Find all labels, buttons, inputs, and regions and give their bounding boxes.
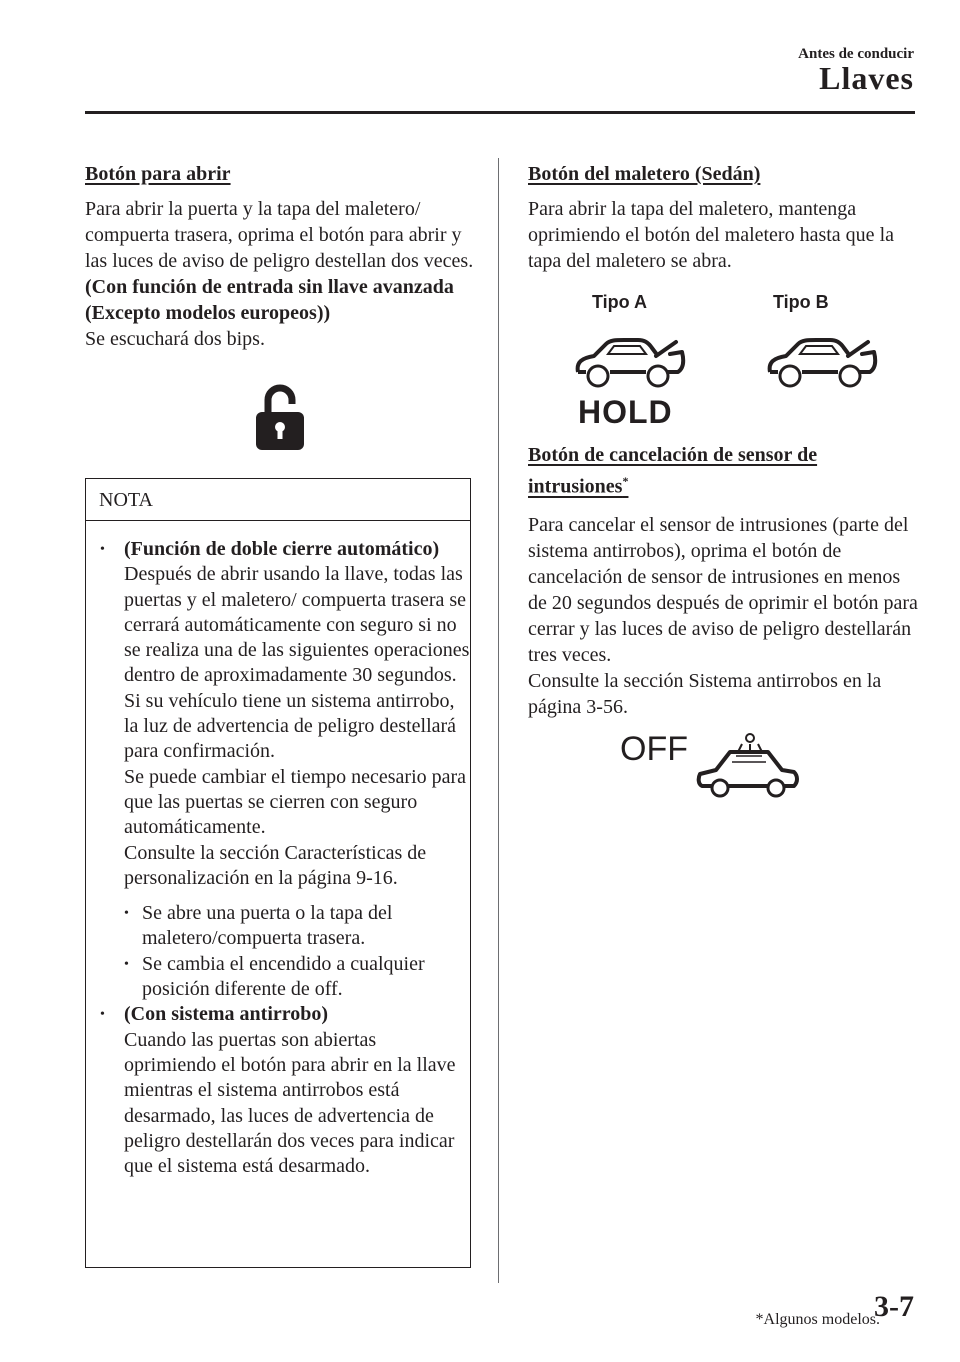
section-label: Antes de conducir (798, 46, 914, 62)
page-title: Llaves (819, 60, 914, 96)
note-item-text: Después de abrir usando la llave, todas las puertas y el maletero/ compuerta trasera se cerrará automáticamente con seguro si no se realiza una de las siguientes operaciones dentro de aproximadamente 30 segundos. Si su vehículo tiene un sistema antirrobo, la luz de advertencia de peligro destellará para confirmación. (124, 563, 470, 763)
off-label: OFF (620, 729, 688, 768)
header-divider (85, 111, 915, 114)
trunk-paragraph: Para abrir la tapa del maletero, mantenga oprimiendo el botón del maletero hasta que la tapa del maletero se abra. (528, 198, 894, 272)
intrusion-paragraph: Para cancelar el sensor de intrusiones (parte del sistema antirrobos), oprima el botón de cancelación de sensor de intrusiones en menos de 20 segundos después de oprimir el botón para cerrar y las luces de aviso de peligro destellarán tres veces. (528, 513, 918, 666)
tipo-b-label: Tipo B (773, 292, 829, 312)
beep-note: Se escuchará dos bips. (85, 328, 265, 350)
footnote: *Algunos modelos. (755, 1311, 880, 1328)
note-item-text: Cuando las puertas son abiertas oprimiendo el botón para abrir en la llave mientras el sistema antirrobos está desarmado, las luces de advertencia de peligro destellarán dos veces para indicar que el sistema está desarmado. (124, 1028, 456, 1178)
note-item-auto-relock: • (Función de doble cierre automático) Después de abrir usando la llave, todas las puertas y el maletero/ compuerta trasera se cerrará automáticamente con seguro si no se realiza una de las siguientes operaciones dentro de aproximadamente 30 segundos. Si su vehículo tiene un sistema antirrobo, la luz de advertencia de peligro destellará para confirmación. Se puede cambiar el tiempo necesario para que las puertas se cierren con seguro automáticamente. Consulte la sección Características de personalización en la página 9-16. (100, 537, 470, 891)
unlock-paragraph: Para abrir la puerta y la tapa del maletero/ compuerta trasera, oprima el botón para abrir y las luces de aviso de peligro destellan dos veces. (85, 198, 474, 272)
note-item-text: Se puede cambiar el tiempo necesario para que las puertas se cierren con seguro automáticamente. (124, 765, 467, 839)
page-number: 3-7 (874, 1290, 914, 1323)
list-item: • Se cambia el encendido a cualquier posición diferente de off. (124, 952, 425, 1001)
note-item-title: (Función de doble cierre automático) (124, 538, 440, 560)
note-item-title: (Con sistema antirrobo) (124, 1003, 329, 1026)
left-column (85, 158, 475, 452)
right-column (528, 158, 918, 810)
heading-unlock-button: Botón para abrir (85, 163, 231, 185)
keyless-note: (Con función de entrada sin llave avanzada (Excepto modelos europeos)) (85, 276, 454, 324)
tipo-a-label: Tipo A (592, 292, 647, 312)
column-divider (498, 158, 499, 1283)
heading-intrusion-cancel: Botón de cancelación de sensor de intrusiones* (528, 444, 818, 498)
intrusion-reference: Consulte la sección Sistema antirrobos en la página 3-56. (528, 669, 882, 718)
hold-label: HOLD (578, 394, 673, 430)
heading-trunk-button: Botón del maletero (Sedán) (528, 163, 761, 185)
note-box (85, 478, 471, 1268)
note-item-antitheft: • (Con sistema antirrobo) Cuando las puertas son abiertas oprimiendo el botón para abrir en la llave mientras el sistema antirrobos está desarmado, las luces de advertencia de peligro destellarán dos veces para indicar que el sistema está desarmado. (100, 1002, 470, 1179)
footnote-mark: * (622, 474, 629, 488)
unlock-icon (254, 382, 306, 452)
note-item-text: Consulte la sección Características de personalización en la página 9-16. (124, 841, 427, 889)
note-title: NOTA (86, 479, 470, 521)
trunk-open-car-icon (764, 338, 878, 390)
trunk-open-car-icon (572, 338, 686, 390)
list-item: • Se abre una puerta o la tapa del maletero/compuerta trasera. (124, 902, 393, 950)
intrusion-sensor-icon (696, 730, 800, 798)
